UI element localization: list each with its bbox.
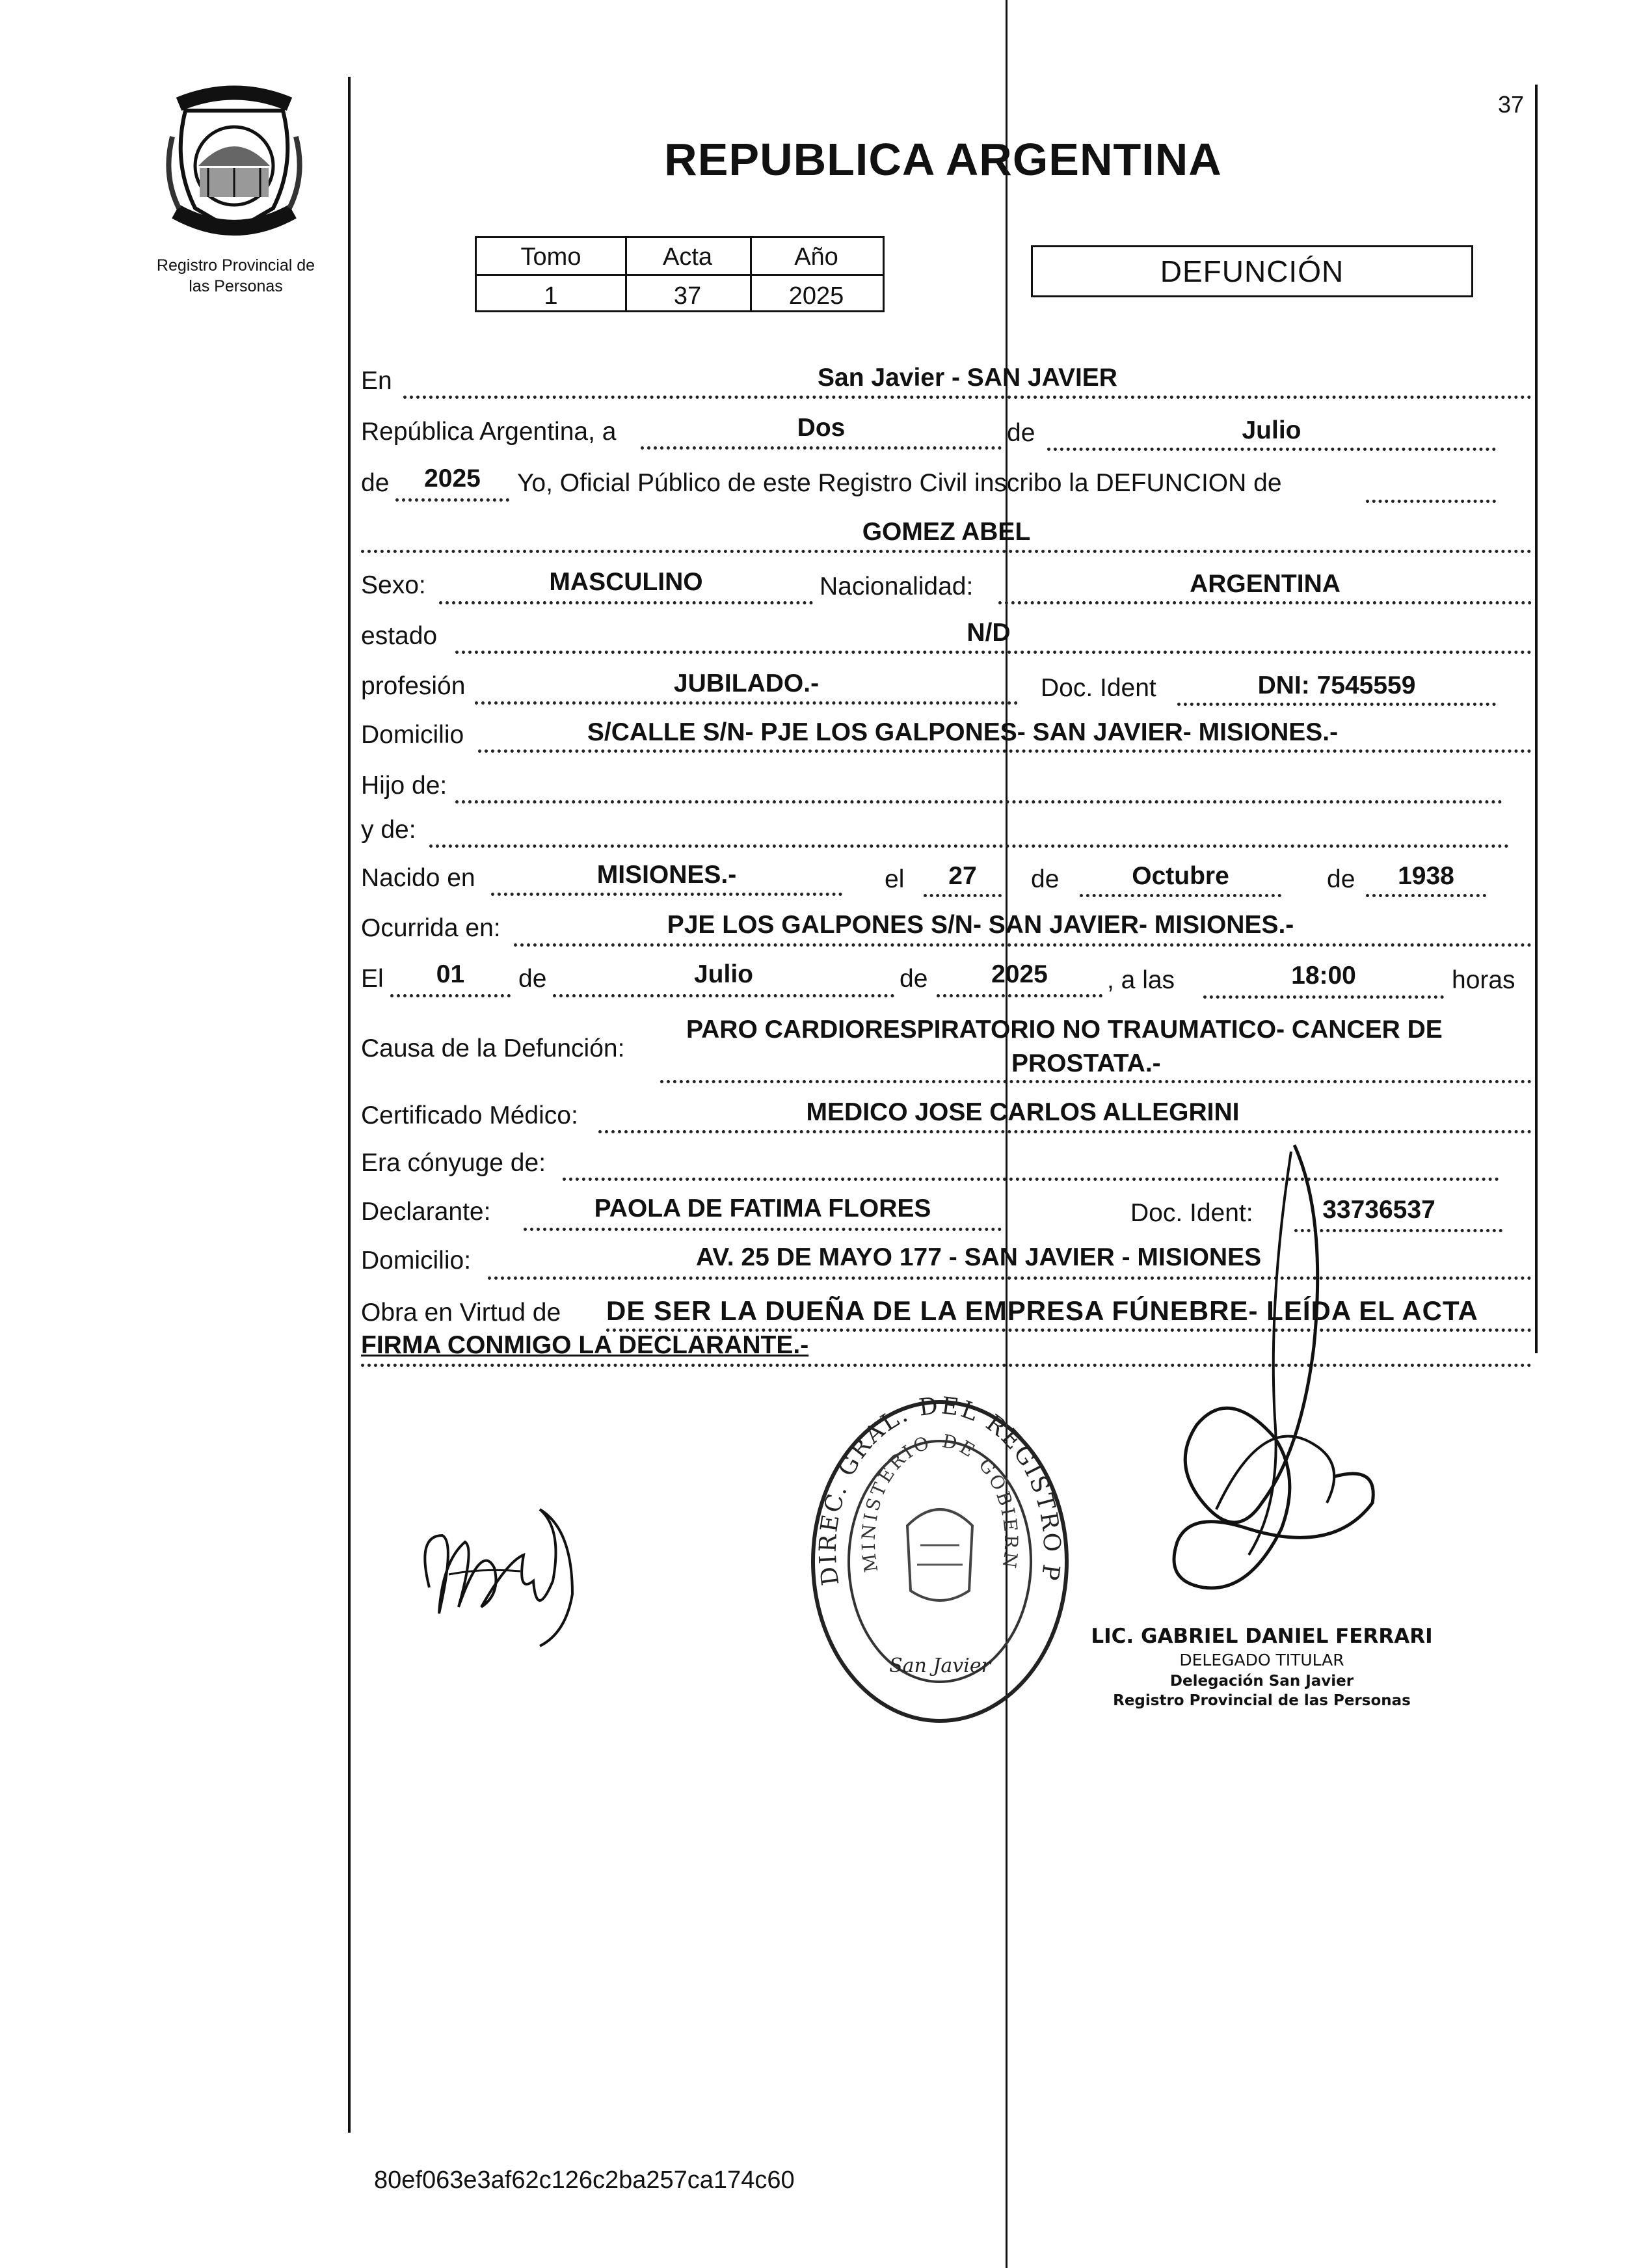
causa-line2: PROSTATA.-: [1011, 1049, 1161, 1077]
obra-label: Obra en Virtud de: [361, 1299, 561, 1327]
seal-inner-text: MINISTERIO DE GOBIERN: [857, 1430, 1022, 1574]
doc-ident-value: DNI: 7545559: [1257, 671, 1416, 699]
official-registry: Registro Provincial de las Personas: [1113, 1692, 1411, 1709]
sexo-line: [439, 601, 813, 604]
seal-place: San Javier: [889, 1654, 991, 1677]
sexo-value: MASCULINO: [549, 568, 703, 596]
estado-label: estado: [361, 622, 438, 650]
y-de-label: y de:: [361, 816, 416, 844]
anio-value: 2025: [788, 282, 844, 310]
causa-line1: PARO CARDIORESPIRATORIO NO TRAUMATICO- CANCER DE: [686, 1016, 1443, 1044]
death-time-line: [1203, 995, 1444, 999]
causa-label: Causa de la Defunción:: [361, 1034, 625, 1062]
profesion-line: [475, 701, 1018, 705]
left-margin-line: [348, 77, 351, 2133]
obra-value-line1: DE SER LA DUEÑA DE LA EMPRESA FÚNEBRE- LEÍDA EL ACTA: [606, 1295, 1478, 1326]
acta-value: 37: [673, 282, 702, 310]
estado-line: [455, 651, 1532, 654]
death-month: Julio: [693, 960, 753, 988]
death-year: 2025: [991, 960, 1048, 988]
fold-line: [1006, 0, 1007, 2268]
birth-day: 27: [948, 862, 977, 890]
a-las-label: , a las: [1107, 966, 1175, 994]
en-label: En: [361, 367, 392, 395]
doc-ident2-value: 33736537: [1322, 1196, 1435, 1224]
official-block: [1080, 1623, 1444, 1710]
month-word: Julio: [1242, 416, 1301, 444]
ocurrida-line: [514, 943, 1532, 947]
causa-line: [660, 1080, 1532, 1083]
document-hash: 80ef063e3af62c126c2ba257ca174c60: [374, 2167, 795, 2194]
domicilio-label: Domicilio: [361, 721, 464, 749]
republica-label: República Argentina, a: [361, 418, 617, 446]
certificado-value: MEDICO JOSE CARLOS ALLEGRINI: [806, 1098, 1240, 1126]
de-year-label: de: [361, 469, 390, 497]
domicilio-value: S/CALLE S/N- PJE LOS GALPONES- SAN JAVIER- MISIONES.-: [587, 718, 1339, 746]
official-role: DELEGADO TITULAR: [1179, 1651, 1344, 1669]
seal-outer-text: DIREC. GRAL. DEL REGISTRO P: [814, 1396, 1065, 1587]
de-label: de: [1007, 419, 1035, 447]
svg-text:DIREC. GRAL. DEL REGISTRO PROV: [803, 1396, 1065, 1587]
birth-year: 1938: [1398, 862, 1454, 890]
nacionalidad-line: [998, 601, 1532, 604]
domicilio2-value: AV. 25 DE MAYO 177 - SAN JAVIER - MISIONES: [696, 1243, 1262, 1271]
official-name: LIC. GABRIEL DANIEL FERRARI: [1091, 1625, 1433, 1648]
birth-day-line: [924, 894, 1002, 897]
profesion-value: JUBILADO.-: [673, 669, 820, 697]
month-line: [1047, 448, 1496, 451]
acta-header: Acta: [662, 243, 713, 271]
obra-value-line2: FIRMA CONMIGO LA DECLARANTE.-: [361, 1331, 809, 1359]
y-de-line: [429, 844, 1509, 848]
nacionalidad-label: Nacionalidad:: [820, 573, 974, 601]
deceased-name: GOMEZ ABEL: [862, 518, 1031, 546]
page-title: REPUBLICA ARGENTINA: [664, 134, 1222, 185]
death-year-line: [937, 994, 1102, 997]
hijo-label: Hijo de:: [361, 772, 447, 800]
record-table: [475, 236, 885, 312]
doc-ident2-label: Doc. Ident:: [1130, 1199, 1253, 1227]
official-seal: [803, 1396, 1076, 1734]
name-line: [361, 550, 1532, 553]
el-cap-label: El: [361, 965, 384, 993]
province-logo: [159, 85, 309, 241]
registry-name: Registro Provincial de las Personas: [156, 256, 315, 295]
sexo-label: Sexo:: [361, 571, 426, 599]
declarante-line: [524, 1228, 1002, 1231]
birth-year-line: [1366, 894, 1486, 897]
declarante-label: Declarante:: [361, 1198, 491, 1226]
profesion-label: profesión: [361, 672, 466, 700]
official-signature: [1119, 1139, 1392, 1646]
conyuge-label: Era cónyuge de:: [361, 1149, 546, 1177]
birth-month: Octubre: [1132, 862, 1229, 890]
birth-de-label: de: [1031, 865, 1060, 893]
doc-ident-label: Doc. Ident: [1041, 674, 1156, 702]
el-label: el: [885, 865, 905, 893]
day-line: [641, 446, 1002, 450]
birth-de2-label: de: [1327, 865, 1355, 893]
nacionalidad-value: ARGENTINA: [1190, 570, 1341, 598]
anio-header: Año: [794, 243, 838, 271]
ocurrida-label: Ocurrida en:: [361, 914, 501, 942]
domicilio-line: [478, 749, 1532, 753]
en-value: San Javier - SAN JAVIER: [818, 364, 1117, 392]
certificado-line: [598, 1130, 1532, 1133]
death-day: 01: [436, 960, 465, 988]
year-value: 2025: [424, 465, 481, 493]
domicilio2-label: Domicilio:: [361, 1247, 472, 1275]
ocurrida-value: PJE LOS GALPONES S/N- SAN JAVIER- MISIONES.-: [667, 911, 1294, 939]
declarante-value: PAOLA DE FATIMA FLORES: [594, 1195, 931, 1222]
estado-value: N/D: [967, 619, 1011, 647]
official-office: Delegación San Javier: [1169, 1673, 1354, 1690]
tomo-value: 1: [544, 282, 558, 310]
death-de-label: de: [518, 965, 547, 993]
death-de2-label: de: [900, 965, 928, 993]
oficial-text: Yo, Oficial Público de este Registro Civil inscribo la DEFUNCION de: [517, 469, 1282, 497]
page-number: 37: [1497, 91, 1524, 118]
nacido-line: [491, 893, 842, 896]
tomo-header: Tomo: [520, 243, 581, 271]
en-line: [403, 396, 1532, 399]
certificado-label: Certificado Médico:: [361, 1101, 578, 1129]
doc-ident-line: [1177, 703, 1496, 706]
record-type-box: DEFUNCIÓN: [1031, 245, 1473, 297]
day-word: Dos: [797, 414, 846, 442]
declarant-signature: [403, 1483, 598, 1666]
death-time: 18:00: [1291, 962, 1356, 990]
horas-label: horas: [1452, 966, 1515, 994]
birth-month-line: [1080, 894, 1281, 897]
right-margin-line: [1535, 85, 1538, 1353]
death-day-line: [390, 994, 511, 997]
nacido-label: Nacido en: [361, 864, 475, 892]
death-month-line: [553, 994, 894, 997]
hijo-line: [455, 800, 1502, 803]
oficial-line: [1366, 500, 1496, 503]
nacido-value: MISIONES.-: [596, 861, 737, 889]
year-line: [395, 498, 509, 502]
